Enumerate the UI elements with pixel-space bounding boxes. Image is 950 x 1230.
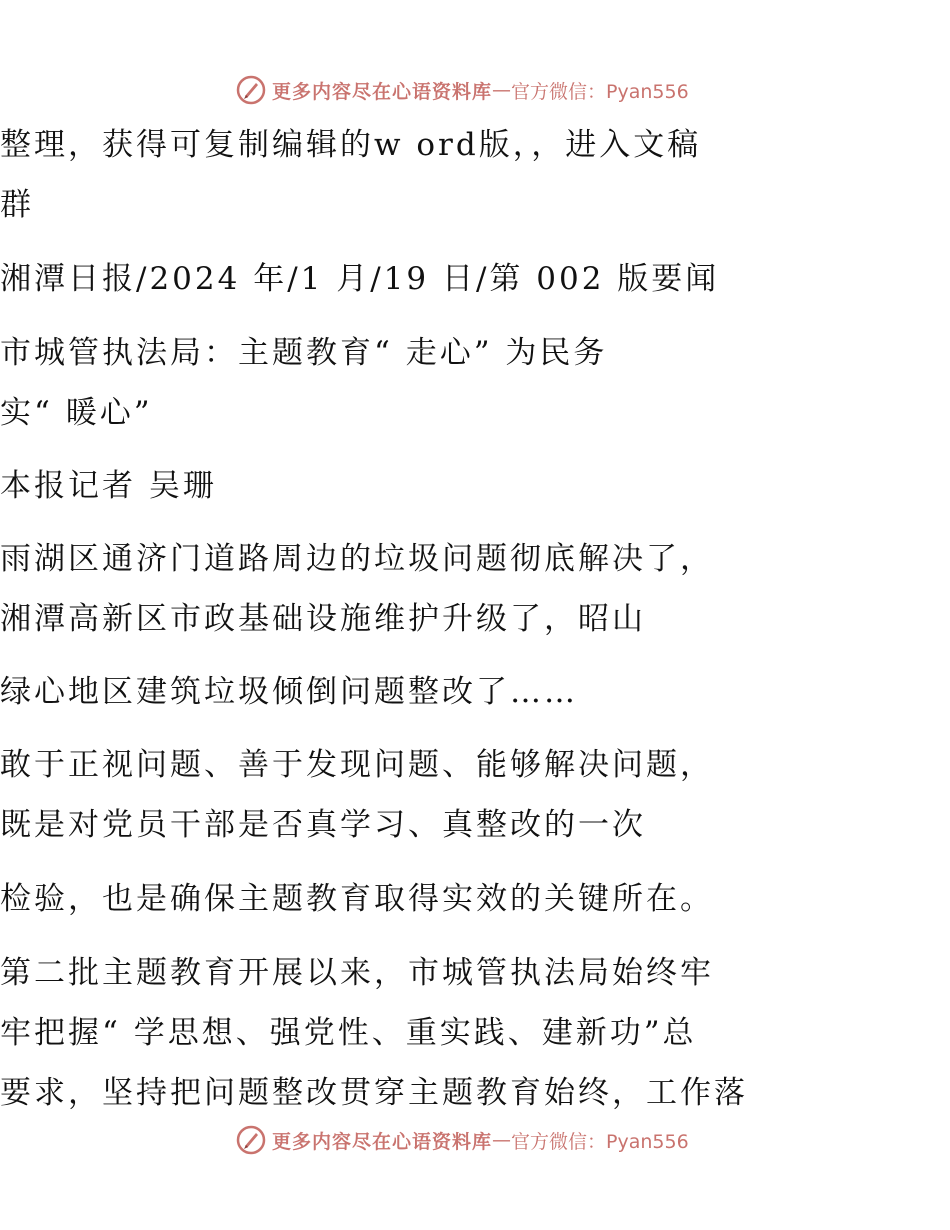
doc-line-12: 检验，也是确保主题教育取得实效的关键所在。 — [0, 881, 714, 917]
banner-wechat-text: 官方微信：Pyan556 — [511, 1130, 689, 1153]
doc-line-13: 第二批主题教育开展以来，市城管执法局始终牢 — [0, 955, 714, 991]
doc-line-14: 牢把握“ 学思想、强党性、重实践、建新功”总 — [0, 1015, 697, 1051]
doc-line-6: 本报记者 吴珊 — [0, 468, 217, 504]
banner-wechat-text: 官方微信：Pyan556 — [511, 80, 689, 103]
footer-banner — [236, 1123, 689, 1157]
banner-brand-text: 更多内容尽在心语资料库 — [272, 80, 493, 103]
quill-seal-logo-icon — [236, 75, 266, 105]
doc-line-15: 要求，坚持把问题整改贯穿主题教育始终，工作落 — [0, 1075, 748, 1111]
header-banner — [236, 73, 689, 107]
quill-seal-logo-icon — [236, 1125, 266, 1155]
doc-line-8: 湘潭高新区市政基础设施维护升级了，昭山 — [0, 601, 646, 637]
doc-line-11: 既是对党员干部是否真学习、真整改的一次 — [0, 807, 646, 843]
doc-line-9: 绿心地区建筑垃圾倾倒问题整改了…… — [0, 674, 578, 710]
doc-line-10: 敢于正视问题、善于发现问题、能够解决问题， — [0, 747, 714, 783]
doc-line-4: 市城管执法局：主题教育“ 走心” 为民务 — [0, 335, 608, 371]
doc-line-2: 群 — [0, 187, 34, 223]
doc-line-1: 整理，获得可复制编辑的w ord版，，进入文稿 — [0, 127, 702, 163]
banner-separator: — — [492, 1129, 512, 1151]
doc-line-3: 湘潭日报/2024 年/1 月/19 日/第 002 版要闻 — [0, 261, 720, 297]
doc-line-5: 实“ 暖心” — [0, 395, 153, 431]
banner-brand-text: 更多内容尽在心语资料库 — [272, 1130, 493, 1153]
doc-line-7: 雨湖区通济门道路周边的垃圾问题彻底解决了， — [0, 541, 714, 577]
banner-separator: — — [492, 79, 512, 101]
